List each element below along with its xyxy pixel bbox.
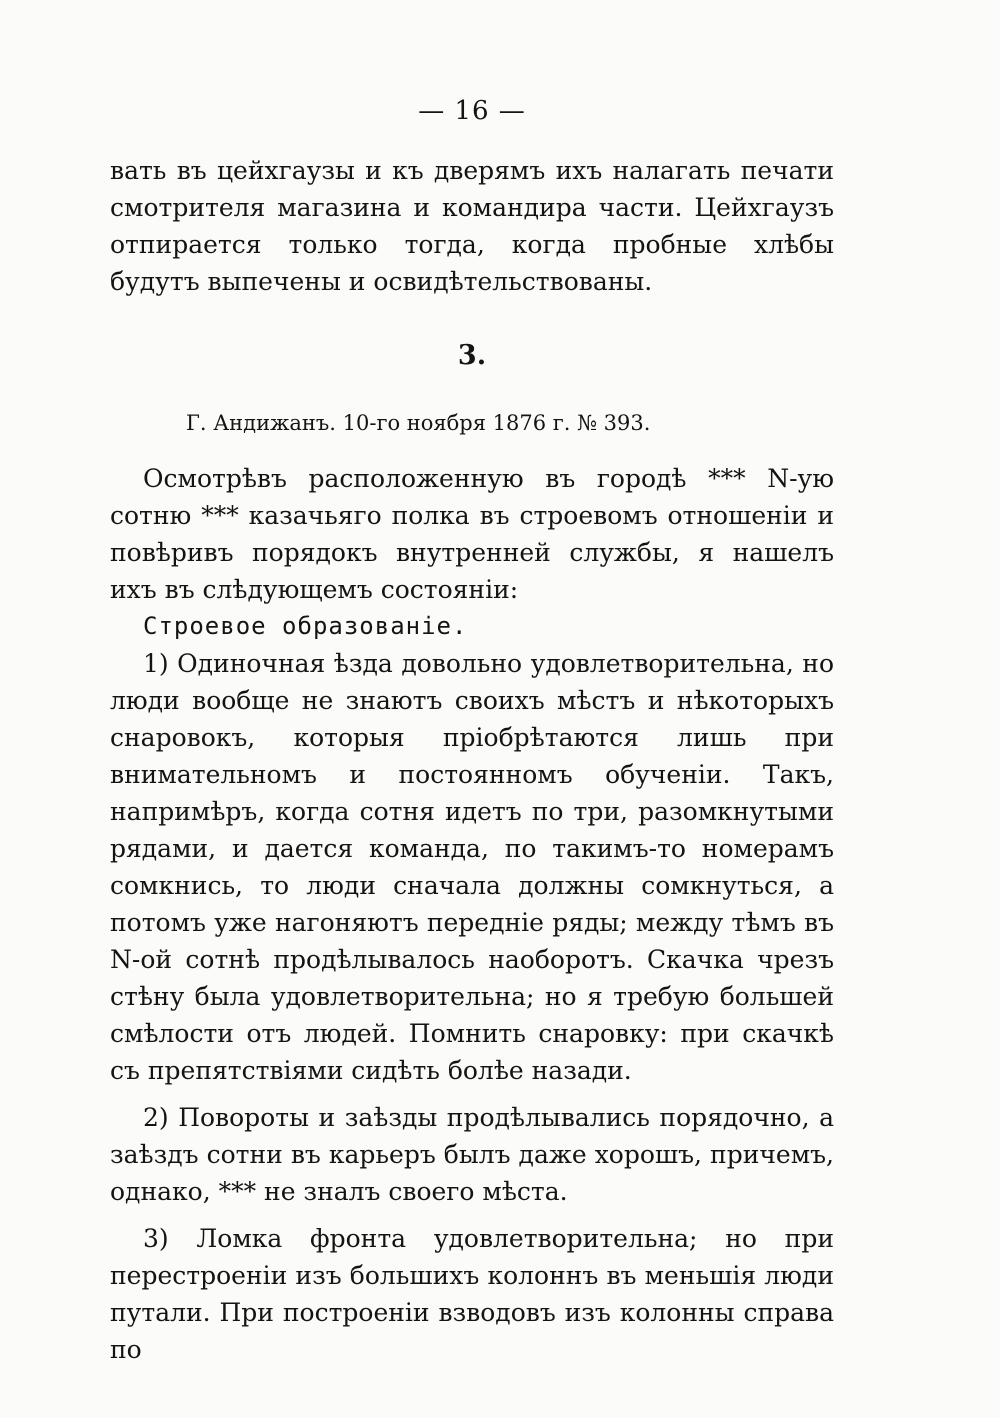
- dateline: Г. Андижанъ. 10-го ноября 1876 г. № 393.: [186, 411, 651, 435]
- paragraph-continuation: вать въ цейхгаузы и къ дверямъ ихъ налагать печати смотрителя магазина и командира части. Цейхгаузъ отпирается только тогда, когда пробные хлѣбы будутъ выпечены и освидѣтельствованы.: [110, 156, 834, 296]
- subheading: Строевое образованіе.: [143, 612, 468, 640]
- list-item-3: 3) Ломка фронта удовлетворительна; но при перестроенiи изъ большихъ колоннъ въ меньшiя люди путали. При построенiи взводовъ изъ колонны справа по: [110, 1224, 834, 1364]
- page-body: [110, 96, 834, 1368]
- list-item-1: 1) Одиночная ѣзда довольно удовлетворительна, но люди вообще не знаютъ своихъ мѣстъ и нѣкоторыхъ снаровокъ, которыя прiобрѣтаются лишь при внимательномъ и постоянномъ обученiи. Такъ, напримѣръ, когда сотня идетъ по три, разомкнутыми рядами, и дается команда, по такимъ-то номерамъ сомкнись, то люди сначала должны сомкнуться, а потомъ уже нагоняютъ переднiе ряды; между тѣмъ въ N-ой сотнѣ продѣлывалось наоборотъ. Скачка чрезъ стѣну была удовлетворительна; но я требую большей смѣлости отъ людей. Помнить снаровку: при скачкѣ съ препятствiями сидѣть болѣе назади.: [110, 649, 834, 1085]
- list-item-2: 2) Повороты и заѣзды продѣлывались порядочно, а заѣздъ сотни въ карьеръ былъ даже хорошъ, причемъ, однако, *** не зналъ своего мѣста.: [110, 1103, 834, 1206]
- paragraph-intro: Осмотрѣвъ расположенную въ городѣ *** N-ую сотню *** казачьяго полка въ строевомъ отношенiи и повѣривъ порядокъ внутренней службы, я нашелъ ихъ въ слѣдующемъ состоянiи:: [110, 464, 834, 604]
- section-number: 3.: [457, 340, 487, 371]
- page-number: — 16 —: [418, 96, 526, 126]
